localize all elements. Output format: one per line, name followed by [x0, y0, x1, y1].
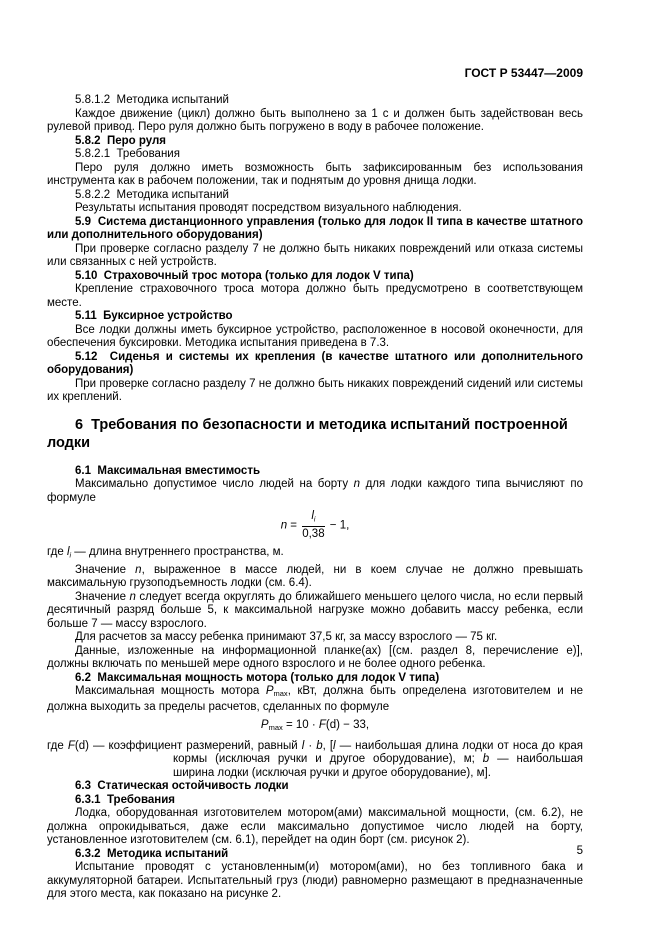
document-content: [47, 94, 583, 902]
subsection-heading: 5.8.2 Перо руля: [75, 134, 167, 147]
paragraph: Лодка, оборудованная изготовителем мотором(ами) максимальной мощности, (см. 6.2), не должна опрокидываться, даже если максимально допустимое число людей на борту, установленное изготовителем (см. 6.1), перейдет на один борт (см. рисунок 2).: [47, 807, 583, 847]
paragraph: Каждое движение (цикл) должно быть выполнено за 1 с и должен быть задействован весь рулевой привод. Перо руля должно быть погружено в воду в рабочее положение.: [47, 107, 583, 133]
subsection-heading: 5.11 Буксирное устройство: [75, 310, 233, 322]
paragraph: Значение n, выраженное в массе людей, ни в коем случае не должно превышать максимальную грузоподъемность лодки (см. 6.4).: [47, 563, 583, 590]
subsection-heading: 6.2 Максимальная мощность мотора (только для лодок V типа): [75, 671, 440, 684]
paragraph: Испытание проводят с установленным(и) мотором(ами), но без топливного бака и аккумуляторной батареи. Испытательный груз (люди) равномерно размещают в предназначенные для этого места, как показано на рисунке 2.: [47, 861, 583, 901]
paragraph: Крепление страховочного троса мотора должно быть предусмотрено в соответствующем месте.: [47, 283, 583, 309]
subsection-heading: 5.9 Система дистанционного управления (только для лодок II типа в качестве штатного или дополнительного оборудования): [47, 215, 583, 241]
paragraph: При проверке согласно разделу 7 не должно быть никаких повреждений сидений или системы их креплений.: [47, 377, 583, 403]
subsection-heading: 5.10 Страховочный трос мотора (только для лодок V типа): [75, 269, 414, 282]
page-number: 5: [576, 845, 583, 857]
fraction: $\frac{l_i}{0,38}$: [302, 510, 325, 540]
formula-legend: где $l_i$ — длина внутреннего пространства, м.: [47, 545, 284, 560]
formula: $P_{max} = 10 \cdot F(d) - 33$,: [260, 719, 370, 733]
section-heading: 6 Требования по безопасности и методика испытаний построенной лодки: [47, 416, 568, 451]
document-header: ГОСТ Р 53447—2009: [464, 66, 583, 80]
paragraph: 5.8.2.1 Требования: [75, 148, 180, 160]
subsection-heading: 5.12 Сиденья и системы их крепления (в качестве штатного или дополнительного оборудования): [47, 350, 583, 376]
paragraph: Перо руля должно иметь возможность быть зафиксированным без использования инструмента как в рабочем положении, так и поднятым до уровня днища лодки.: [47, 161, 583, 187]
paragraph: Значение n следует всегда округлять до ближайшего меньшего целого числа, но если первый десятичный разряд больше 5, к максимальной нагрузке можно добавить массу ребенка, если больше 7 — массу взрослого.: [47, 590, 583, 630]
paragraph: 5.8.1.2 Методика испытаний: [75, 94, 229, 106]
paragraph: Для расчетов за массу ребенка принимают 37,5 кг, за массу взрослого — 75 кг.: [75, 631, 498, 644]
subsection-heading: 6.3 Статическая остойчивость лодки: [75, 780, 289, 793]
paragraph: Все лодки должны иметь буксирное устройство, расположенное в носовой оконечности, для обеспечения буксировки. Методика испытания приведена в 7.3.: [47, 323, 583, 349]
paragraph: Максимальная мощность мотора $P_{max}$, кВт, должна быть определена изготовителем и не должна выходить за пределы расчетов, сделанных по формуле: [47, 685, 583, 713]
formula-legend: где F(d) — коэффициент размерений, равный l · b, [l — наибольшая длина лодки от носа до края кормы (исключая ручки и другое оборудование), м; b — наибольшая ширина лодки (исключая ручки и другое оборудование), м].: [47, 739, 583, 779]
formula: n = $\frac{l_i}{0,38}$ − 1,: [280, 510, 350, 540]
subsection-heading: 6.3.2 Методика испытаний: [75, 847, 229, 860]
subsection-heading: 6.1 Максимальная вместимость: [75, 464, 261, 477]
paragraph: Результаты испытания проводят посредством визуального наблюдения.: [75, 202, 462, 214]
paragraph: Данные, изложенные на информационной планке(ах) [(см. раздел 8, перечисление е)], должны включать по меньшей мере одного взрослого и не более одного ребенка.: [47, 644, 583, 671]
paragraph: При проверке согласно разделу 7 не должно быть никаких повреждений или отказа системы или связанных с ней устройств.: [47, 242, 583, 268]
subsection-heading: 6.3.1 Требования: [75, 793, 175, 806]
paragraph: 5.8.2.2 Методика испытаний: [75, 188, 229, 201]
paragraph: Максимально допустимое число людей на борту n для лодки каждого типа вычисляют по формуле: [47, 478, 584, 504]
